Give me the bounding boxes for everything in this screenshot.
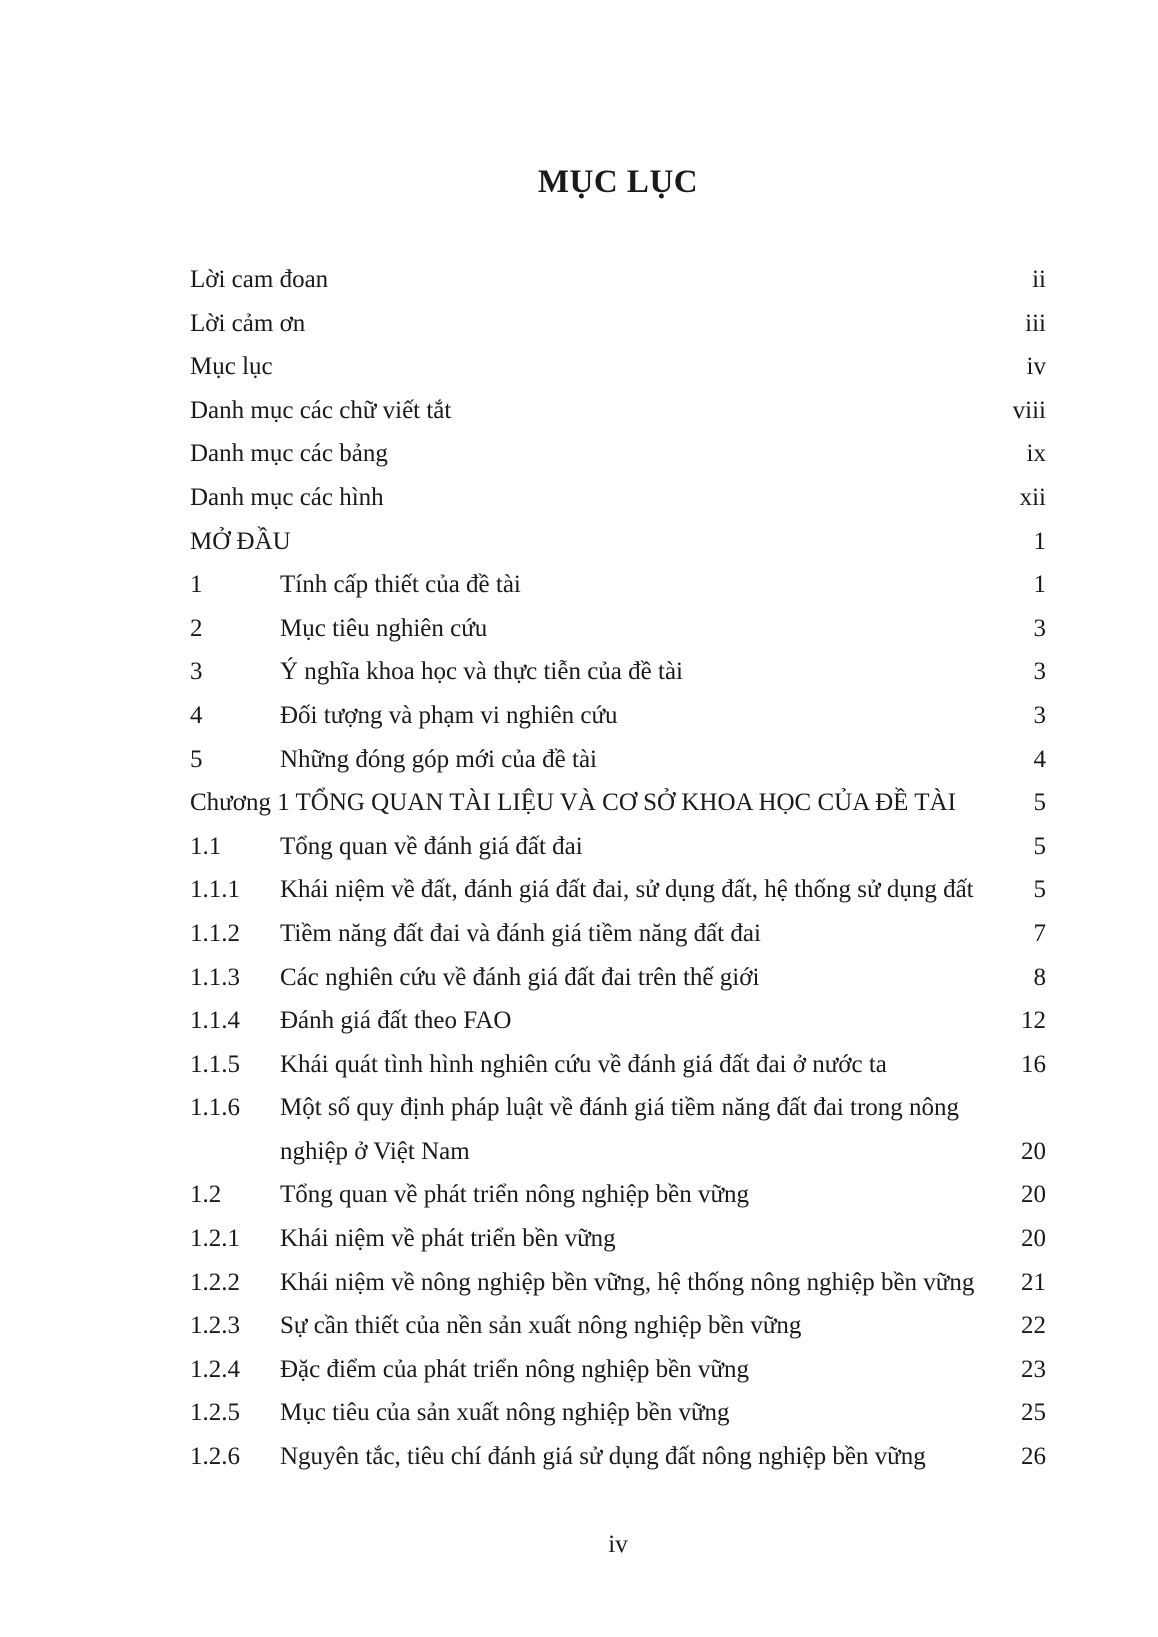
- toc-entry: [190, 258, 1046, 302]
- toc-entry-title: Mục tiêu nghiên cứu: [280, 614, 488, 642]
- toc-entry-page: 20: [1021, 1225, 1046, 1253]
- toc-entry-page: 20: [1021, 1181, 1046, 1209]
- toc-entry-number: 1.1.4: [190, 1007, 240, 1035]
- toc-entry-page: 1: [1033, 527, 1046, 555]
- toc-entry-page: 7: [1033, 919, 1046, 947]
- toc-entry-title: Đánh giá đất theo FAO: [280, 1007, 512, 1035]
- toc-entry-title: Tính cấp thiết của đề tài: [280, 571, 521, 599]
- toc-entry-page: 5: [1033, 832, 1046, 860]
- toc-entry-title: Tổng quan về phát triển nông nghiệp bền vững: [280, 1181, 750, 1209]
- toc-entry: [190, 999, 1046, 1043]
- toc-entry-title: Ý nghĩa khoa học và thực tiễn của đề tài: [280, 658, 683, 686]
- toc-entry: [190, 1130, 1046, 1174]
- toc-entry-title: Khái niệm về phát triển bền vững: [280, 1225, 616, 1253]
- toc-entry-page: 23: [1021, 1355, 1046, 1383]
- toc-entry: [190, 868, 1046, 912]
- toc-entry-page: 8: [1033, 963, 1046, 991]
- toc-entry-title: Mục tiêu của sản xuất nông nghiệp bền vững: [280, 1399, 730, 1427]
- toc-entry-title: Nguyên tắc, tiêu chí đánh giá sử dụng đất nông nghiệp bền vững: [280, 1443, 926, 1471]
- toc-entry-page: 22: [1021, 1312, 1046, 1340]
- toc-entry-number: 1.1: [190, 832, 222, 860]
- toc-entry: [190, 563, 1046, 607]
- toc-entry: [190, 302, 1046, 346]
- toc-entry: [190, 738, 1046, 782]
- toc-entry-page: iii: [1025, 309, 1046, 337]
- toc-entry-number: 5: [190, 745, 203, 773]
- toc-entry-title: Khái niệm về nông nghiệp bền vững, hệ thống nông nghiệp bền vững: [280, 1268, 975, 1296]
- page-title: MỤC LỤC: [537, 164, 699, 200]
- toc-entry-page: 5: [1033, 876, 1046, 904]
- toc-entry-title: Đặc điểm của phát triển nông nghiệp bền vững: [280, 1355, 749, 1383]
- toc-entry-title: Sự cần thiết của nền sản xuất nông nghiệp bền vững: [280, 1312, 802, 1340]
- toc-entry-page: 12: [1021, 1007, 1046, 1035]
- toc-entry: [190, 476, 1046, 520]
- toc-entry-title: Một số quy định pháp luật về đánh giá tiềm năng đất đai trong nông: [280, 1094, 960, 1122]
- toc-entry: [190, 1261, 1046, 1305]
- toc-entry: [190, 912, 1046, 956]
- toc-entry-title: Mục lục: [190, 353, 273, 381]
- toc-entry: [190, 1173, 1046, 1217]
- toc-entry: [190, 1435, 1046, 1479]
- toc-entry-number: 1: [190, 571, 203, 599]
- toc-entry-title: MỞ ĐẦU: [190, 527, 291, 555]
- toc-entry: [190, 650, 1046, 694]
- toc-entry-title: Khái niệm về đất, đánh giá đất đai, sử dụng đất, hệ thống sử dụng đất: [280, 876, 974, 904]
- toc-entry-page: 21: [1021, 1268, 1046, 1296]
- toc-entry-title: Tiềm năng đất đai và đánh giá tiềm năng đất đai: [280, 919, 761, 947]
- toc-entry: [190, 825, 1046, 869]
- toc-entry: [190, 1043, 1046, 1087]
- footer-page-number: iv: [608, 1531, 628, 1558]
- toc-entry-page: 3: [1033, 701, 1046, 729]
- toc-entry-number: 1.2: [190, 1181, 222, 1209]
- toc-entry: [190, 345, 1046, 389]
- toc-entry: [190, 781, 1046, 825]
- toc-entry-number: 4: [190, 701, 203, 729]
- toc-entry: [190, 389, 1046, 433]
- toc-entry: [190, 432, 1046, 476]
- toc-entry-page: xii: [1019, 483, 1046, 511]
- toc-entry-number: 1.2.5: [190, 1399, 240, 1427]
- toc-entry-page: 26: [1021, 1443, 1046, 1471]
- toc-entry-page: 3: [1033, 658, 1046, 686]
- toc-entry-page: 3: [1033, 614, 1046, 642]
- table-of-contents: [190, 258, 1046, 1479]
- toc-entry-title: Lời cảm ơn: [190, 309, 306, 337]
- toc-entry-number: 1.1.2: [190, 919, 240, 947]
- toc-entry-number: 1.2.2: [190, 1268, 240, 1296]
- toc-entry-page: 25: [1021, 1399, 1046, 1427]
- toc-entry-page: ii: [1032, 266, 1046, 293]
- toc-entry-title: Danh mục các hình: [190, 483, 384, 511]
- toc-entry-title: Những đóng góp mới của đề tài: [280, 745, 597, 773]
- toc-entry-title: Chương 1 TỔNG QUAN TÀI LIỆU VÀ CƠ SỞ KHOA HỌC CỦA ĐỀ TÀI: [190, 789, 956, 817]
- toc-entry-number: 1.1.5: [190, 1050, 240, 1078]
- toc-entry-number: 3: [190, 658, 203, 686]
- toc-entry-number: 1.2.3: [190, 1312, 240, 1340]
- toc-entry-title: Khái quát tình hình nghiên cứu về đánh giá đất đai ở nước ta: [280, 1050, 887, 1078]
- toc-entry-page: 20: [1021, 1137, 1046, 1165]
- toc-entry-page: ix: [1026, 440, 1046, 468]
- toc-entry-number: 1.2.4: [190, 1355, 240, 1383]
- toc-entry-page: iv: [1026, 353, 1046, 381]
- toc-entry: [190, 607, 1046, 651]
- toc-entry-title: Danh mục các chữ viết tắt: [190, 396, 452, 424]
- toc-entry: [190, 1086, 1046, 1130]
- toc-entry-number: 2: [190, 614, 203, 642]
- toc-entry-page: 16: [1021, 1050, 1046, 1078]
- toc-entry-title: Tổng quan về đánh giá đất đai: [280, 832, 583, 860]
- toc-entry: [190, 956, 1046, 1000]
- toc-entry: [190, 520, 1046, 564]
- toc-entry-page: 5: [1033, 789, 1046, 817]
- toc-entry: [190, 1348, 1046, 1392]
- toc-entry: [190, 694, 1046, 738]
- toc-entry-number: 1.1.6: [190, 1094, 240, 1122]
- toc-entry-number: 1.1.1: [190, 876, 240, 904]
- toc-entry-page: viii: [1012, 396, 1046, 424]
- toc-entry-title: nghiệp ở Việt Nam: [280, 1137, 470, 1165]
- toc-entry-number: 1.1.3: [190, 963, 240, 991]
- toc-entry: [190, 1217, 1046, 1261]
- toc-entry: [190, 1391, 1046, 1435]
- toc-entry-title: Đối tượng và phạm vi nghiên cứu: [280, 701, 618, 729]
- toc-entry-number: 1.2.1: [190, 1225, 240, 1253]
- toc-entry-page: 1: [1033, 571, 1046, 599]
- toc-entry-number: 1.2.6: [190, 1443, 240, 1471]
- toc-entry: [190, 1304, 1046, 1348]
- toc-entry-title: Danh mục các bảng: [190, 440, 388, 468]
- toc-entry-page: 4: [1033, 745, 1046, 773]
- toc-entry-title: Các nghiên cứu về đánh giá đất đai trên thế giới: [280, 963, 760, 991]
- toc-entry-title: Lời cam đoan: [190, 266, 329, 293]
